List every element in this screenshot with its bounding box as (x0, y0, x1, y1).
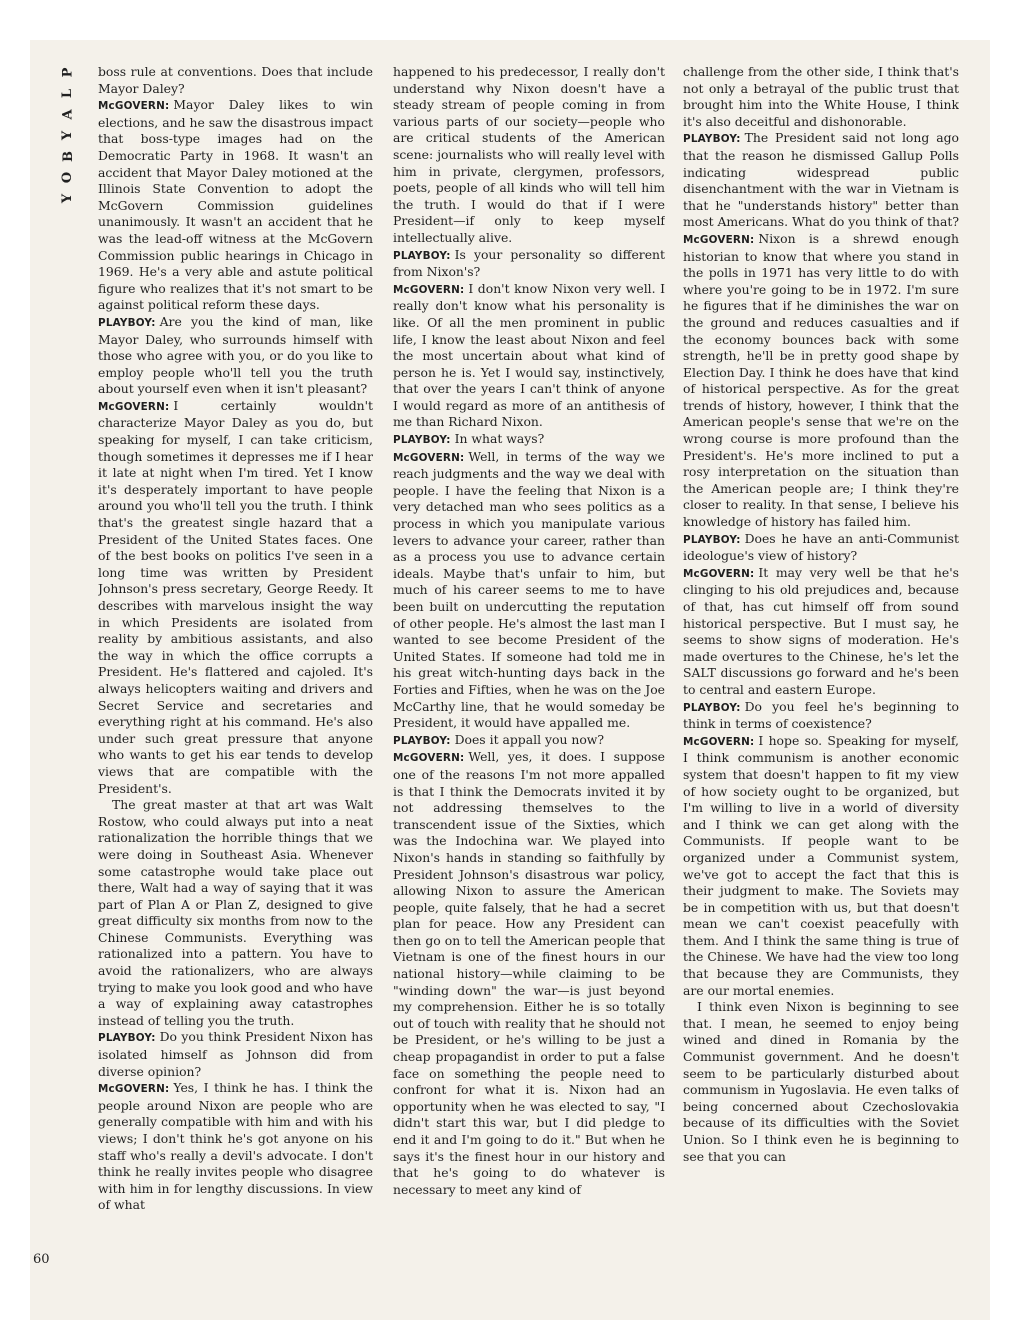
text-column-2 (393, 64, 665, 1304)
paragraph (683, 733, 959, 1000)
paragraph (98, 64, 373, 97)
paragraph (683, 130, 959, 231)
speaker-label: McGOVERN: (393, 283, 465, 296)
speaker-label: McGOVERN: (683, 567, 755, 580)
masthead-letter: P (60, 67, 76, 78)
speaker-label: PLAYBOY: (683, 701, 741, 714)
text-column-3 (683, 64, 959, 1304)
paragraph (683, 531, 959, 565)
paragraph (683, 231, 959, 531)
paragraph-text: In what ways? (454, 431, 545, 447)
speaker-label: PLAYBOY: (683, 133, 741, 146)
masthead-letter: L (60, 88, 76, 99)
paragraph-text: Well, in terms of the way we reach judgments and the way we deal with people. I have the feeling that Nixon is a very detached man who sees politics as a process in which you manipulate various levers to advance your career, rather than as a process you use to advance certain ideals. Maybe that's unfair to him, but much of his career seems to me to have been built on undercutting the reputation of other people. He's almost the last man I wanted to see become President of the United States. If someone had told me in his great witch-hunting days back in the Forties and Fifties, when he was on the Joe McCarthy line, that he would someday be President, it would have appalled me. (393, 448, 665, 731)
paragraph-text: boss rule at conventions. Does that include Mayor Daley? (98, 64, 373, 96)
masthead-letter: A (60, 109, 76, 120)
paragraph-text: Yes, I think he has. I think the people around Nixon are people who are generally compatible with him and with his views; I don't think he's got anyone on his staff who's really a devil's advocate. I don't think he really invites people who disagree with him in for lengthy discussions. In view of what (98, 1080, 373, 1213)
paragraph (98, 314, 373, 398)
playboy-masthead (58, 62, 78, 209)
paragraph (98, 1029, 373, 1080)
speaker-label: McGOVERN: (98, 100, 170, 113)
paragraph-text: The President said not long ago that the reason he dismissed Gallup Polls indicating widespread public disenchantment with the war in Vietnam is that he "understands history" better than most Americans. What do you think of that? (683, 130, 959, 230)
paragraph-text: Does it appall you now? (454, 731, 605, 747)
paragraph (393, 281, 665, 431)
masthead-letter: Y (60, 193, 76, 204)
paragraph-text: It may very well be that he's clinging to his old prejudices and, because of that, has cut himself off from sound historical perspective. But I must say, he seems to show signs of moderation. He's made overtures to the Chinese, he's let the SALT discussions go forward and he's been to central and eastern Europe. (683, 564, 959, 697)
paragraph-text: Well, yes, it does. I suppose one of the reasons I'm not more appalled is that I think the Democrats invited it by not addressing themselves to the transcendent issue of the Sixties, which was the Indochina war. We played into Nixon's hands in standing so faithfully by President Johnson's disastrous war policy, allowing Nixon to assure the American people, quite falsely, that he had a secret plan for peace. How any President can then go on to tell the American people that Vietnam is one of the finest hours in our national history—while claiming to be "winding down" the war—is just beyond my comprehension. Either he is so totally out of touch with reality that he should not be President, or he's willing to be just a cheap propagandist in order to put a false face on something the people need to confront for what it is. Nixon had an opportunity when he was elected to say, "I didn't start this war, but I did pledge to end it and I'm going to do it." But when he says it's the finest hour in our history and that he's going to do whatever is necessary to meet any kind of (393, 749, 665, 1197)
masthead-letter: O (60, 171, 76, 184)
paragraph-text: Are you the kind of man, like Mayor Daley, who surrounds himself with those who agree with you, or do you like to employ people who'll tell you the truth about yourself even when it isn't pleasant? (98, 313, 373, 397)
speaker-label: McGOVERN: (98, 400, 170, 413)
speaker-label: McGOVERN: (683, 735, 755, 748)
paragraph (98, 97, 373, 314)
paragraph (393, 732, 665, 750)
speaker-label: McGOVERN: (393, 752, 465, 765)
paragraph (683, 999, 959, 1165)
paragraph-text: The great master at that art was Walt Rostow, who could always put into a neat rationalization the horrible things that we were doing in Southeast Asia. Whenever some catastrophe would take place out there, Walt had a way of saying that it was part of Plan A or Plan Z, designed to give great difficulty six months from now to the Chinese Communists. Everything was rationalized into a pattern. You have to avoid the rationalizers, who are always trying to make you look good and who have a way of explaining away catastrophes instead of telling you the truth. (98, 797, 373, 1028)
text-column-1 (98, 64, 373, 1304)
paragraph (393, 449, 665, 732)
paragraph-text: I think even Nixon is beginning to see that. I mean, he seemed to enjoy being wined and dined in Romania by the Communist government. And he doesn't seem to be particularly disturbed about communism in Yugoslavia. He even talks of being concerned about Czechoslovakia because of its difficulties with the Soviet Union. So I think even he is beginning to see that you can (683, 999, 959, 1164)
paragraph-text: I don't know Nixon very well. I really don't know what his personality is like. Of all the men prominent in public life, I know the least about Nixon and feel the most uncertain about what kind of person he is. Yet I would say, instinctively, that over the years I can't think of anyone I would regard as more of an antithesis of me than Richard Nixon. (393, 280, 665, 430)
paragraph-text: Does he have an anti-Communist ideologue's view of history? (683, 530, 959, 564)
paragraph (98, 1080, 373, 1214)
paragraph-text: happened to his predecessor, I really don't understand why Nixon doesn't have a steady stream of people coming in from various parts of our society—people who are critical students of the American scene: journalists who will really level with him in private, clergymen, professors, poets, people of all kinds who will tell him the truth. I would do that if I were President—if only to keep myself intellectually alive. (393, 64, 665, 245)
paragraph-text: I hope so. Speaking for myself, I think communism is another economic system that doesn't happen to fit my view of how society ought to be organized, but I'm willing to live in a world of diversity and I think we can get along with the Communists. If people want to be organized under a Communist system, we've got to accept the fact that this is their judgment to make. The Soviets may be in competition with us, but that doesn't mean we can't coexist peacefully with them. And I think the same thing is true of the Chinese. We have had the view too long that because they are Communists, they are our mortal enemies. (683, 732, 959, 998)
speaker-label: PLAYBOY: (683, 533, 741, 546)
paragraph-text: I certainly wouldn't characterize Mayor Daley as you do, but speaking for myself, I can take criticism, though sometimes it depresses me if I hear it late at night when I'm tired. Yet I know it's desperately important to have people around you who'll tell you the truth. I think that's the greatest single hazard that a President of the United States faces. One of the best books on politics I've seen in a long time was written by President Johnson's press secretary, George Reedy. It describes with marvelous insight the way in which Presidents are isolated from reality by ambitious assistants, and also the way in which the office corrupts a President. He's flattered and cajoled. It's always helicopters waiting and drivers and Secret Service and secretaries and everything right at his command. He's also under such great pressure that anyone who wants to get his ear tends to develop views that are compatible with the President's. (98, 397, 373, 796)
paragraph-text: Do you feel he's beginning to think in terms of coexistence? (683, 698, 959, 732)
paragraph (683, 699, 959, 733)
paragraph (683, 565, 959, 699)
paragraph (393, 749, 665, 1198)
paragraph (98, 797, 373, 1029)
paragraph-text: Is your personality so different from Nixon's? (393, 246, 665, 280)
paragraph-text: Do you think President Nixon has isolated himself as Johnson did from diverse opinion? (98, 1029, 373, 1079)
speaker-label: PLAYBOY: (393, 434, 451, 447)
speaker-label: PLAYBOY: (393, 249, 451, 262)
speaker-label: McGOVERN: (683, 233, 755, 246)
speaker-label: McGOVERN: (393, 451, 465, 464)
speaker-label: PLAYBOY: (98, 316, 156, 329)
speaker-label: PLAYBOY: (393, 734, 451, 747)
paragraph (393, 247, 665, 281)
speaker-label: PLAYBOY: (98, 1032, 156, 1045)
paragraph (393, 431, 665, 449)
paragraph-text: Nixon is a shrewd enough historian to know that where you stand in the polls in 1971 has very little to do with where you're going to be in 1972. I'm sure he figures that if he diminishes the war on the ground and reduces casualties and if the economy bounces back with some strength, he'll be in pretty good shape by Election Day. I think he does have that kind of historical perspective. As for the great trends of history, however, I think that the American people's sense that we're on the wrong course is more profound than the President's. He's more inclined to put a rosy interpretation on the situation than the American people are; I think they're closer to reality. In that sense, I believe his knowledge of history has failed him. (683, 230, 959, 530)
paragraph (683, 64, 959, 130)
speaker-label: McGOVERN: (98, 1083, 170, 1096)
paragraph (393, 64, 665, 247)
paragraph-text: Mayor Daley likes to win elections, and he saw the disastrous impact that boss-type images had on the Democratic Party in 1968. It wasn't an accident that Mayor Daley motioned at the Illinois State Convention to adopt the McGovern Commission guidelines unanimously. It wasn't an accident that he was the lead-off witness at the McGovern Commission public hearings in Chicago in 1969. He's a very able and astute political figure who realizes that it's not smart to be against political reform these days. (98, 97, 373, 313)
paragraph (98, 398, 373, 797)
page-number: 60 (33, 1252, 50, 1267)
masthead-letter: B (60, 151, 76, 162)
magazine-page (30, 40, 990, 1320)
masthead-letter: Y (60, 130, 76, 141)
paragraph-text: challenge from the other side, I think that's not only a betrayal of the public trust that brought him into the White House, I think it's also deceitful and dishonorable. (683, 64, 959, 129)
